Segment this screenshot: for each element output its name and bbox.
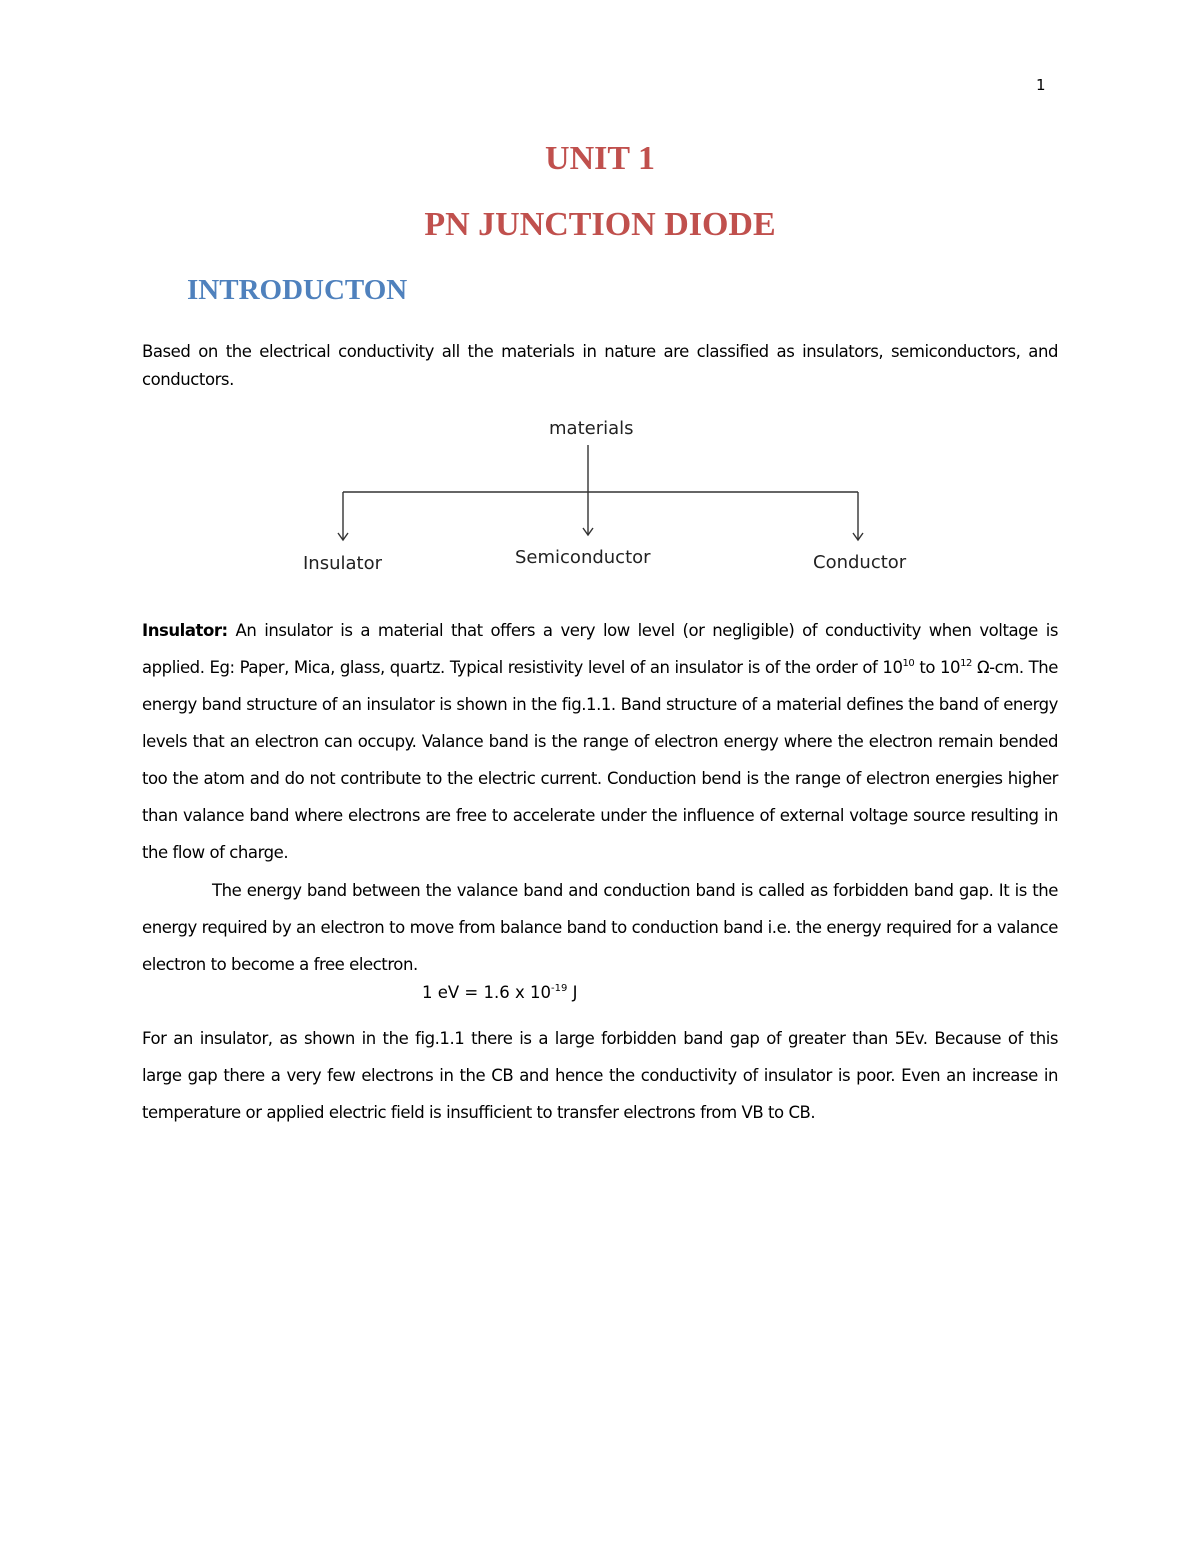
insulator-text-part-1: An insulator is a material that offers a very low level (or negligible) of conductivity when voltage is applied. Eg: Paper, Mica, glass, quartz. Typical resistivity level of an insulator is of the order of bbox=[142, 621, 1058, 677]
chapter-title: PN JUNCTION DIODE bbox=[424, 206, 776, 243]
diagram-child-conductor: Conductor bbox=[813, 552, 907, 573]
insulator-term: Insulator: bbox=[142, 621, 228, 640]
insulator-paragraph bbox=[142, 612, 1058, 871]
classification-tree-diagram bbox=[330, 440, 870, 550]
resistivity-high-exponent: 12 bbox=[960, 658, 972, 669]
formula-exponent: -19 bbox=[551, 983, 568, 994]
insulator-text-part-3: Ω-cm. The energy band structure of an insulator is shown in the fig.1.1. Band structure of a material defines the band of energy levels that an electron can occupy. Valance band is the range of electron energy where the electron remain bended too the atom and do not contribute to the electric current. Conduction bend is the range of electron energies higher than valance band where electrons are free to accelerate under the influence of external voltage source resulting in the flow of charge. bbox=[142, 658, 1058, 862]
unit-title: UNIT 1 bbox=[545, 140, 655, 177]
intro-paragraph: Based on the electrical conductivity all the materials in nature are classified as insulators, semiconductors, and conductors. bbox=[142, 342, 1058, 389]
conclusion-paragraph: For an insulator, as shown in the fig.1.1 there is a large forbidden band gap of greater than 5Ev. Because of this large gap there a very few electrons in the CB and hence the conductivity of insulator is poor. Even an increase in temperature or applied electric field is insufficient to transfer electrons from VB to CB. bbox=[142, 1029, 1058, 1122]
diagram-child-semiconductor: Semiconductor bbox=[515, 547, 651, 568]
forbidden-band-paragraph: The energy band between the valance band and conduction band is called as forbidden band gap. It is the energy required by an electron to move from balance band to conduction band i.e. the energy required for a valance electron to become a free electron. bbox=[142, 881, 1059, 974]
diagram-root-label: materials bbox=[549, 418, 634, 439]
resistivity-high-base: 10 bbox=[940, 658, 961, 677]
formula-unit: J bbox=[567, 983, 578, 1002]
resistivity-low-exponent: 10 bbox=[902, 658, 915, 669]
diagram-child-insulator: Insulator bbox=[303, 553, 383, 574]
formula-left: 1 eV = 1.6 x 10 bbox=[422, 983, 551, 1002]
page-number: 1 bbox=[1036, 76, 1046, 94]
resistivity-low-base: 10 bbox=[882, 658, 903, 677]
insulator-text-part-2: to bbox=[914, 658, 940, 677]
ev-formula bbox=[422, 983, 577, 1002]
section-title: INTRODUCTON bbox=[187, 274, 408, 306]
